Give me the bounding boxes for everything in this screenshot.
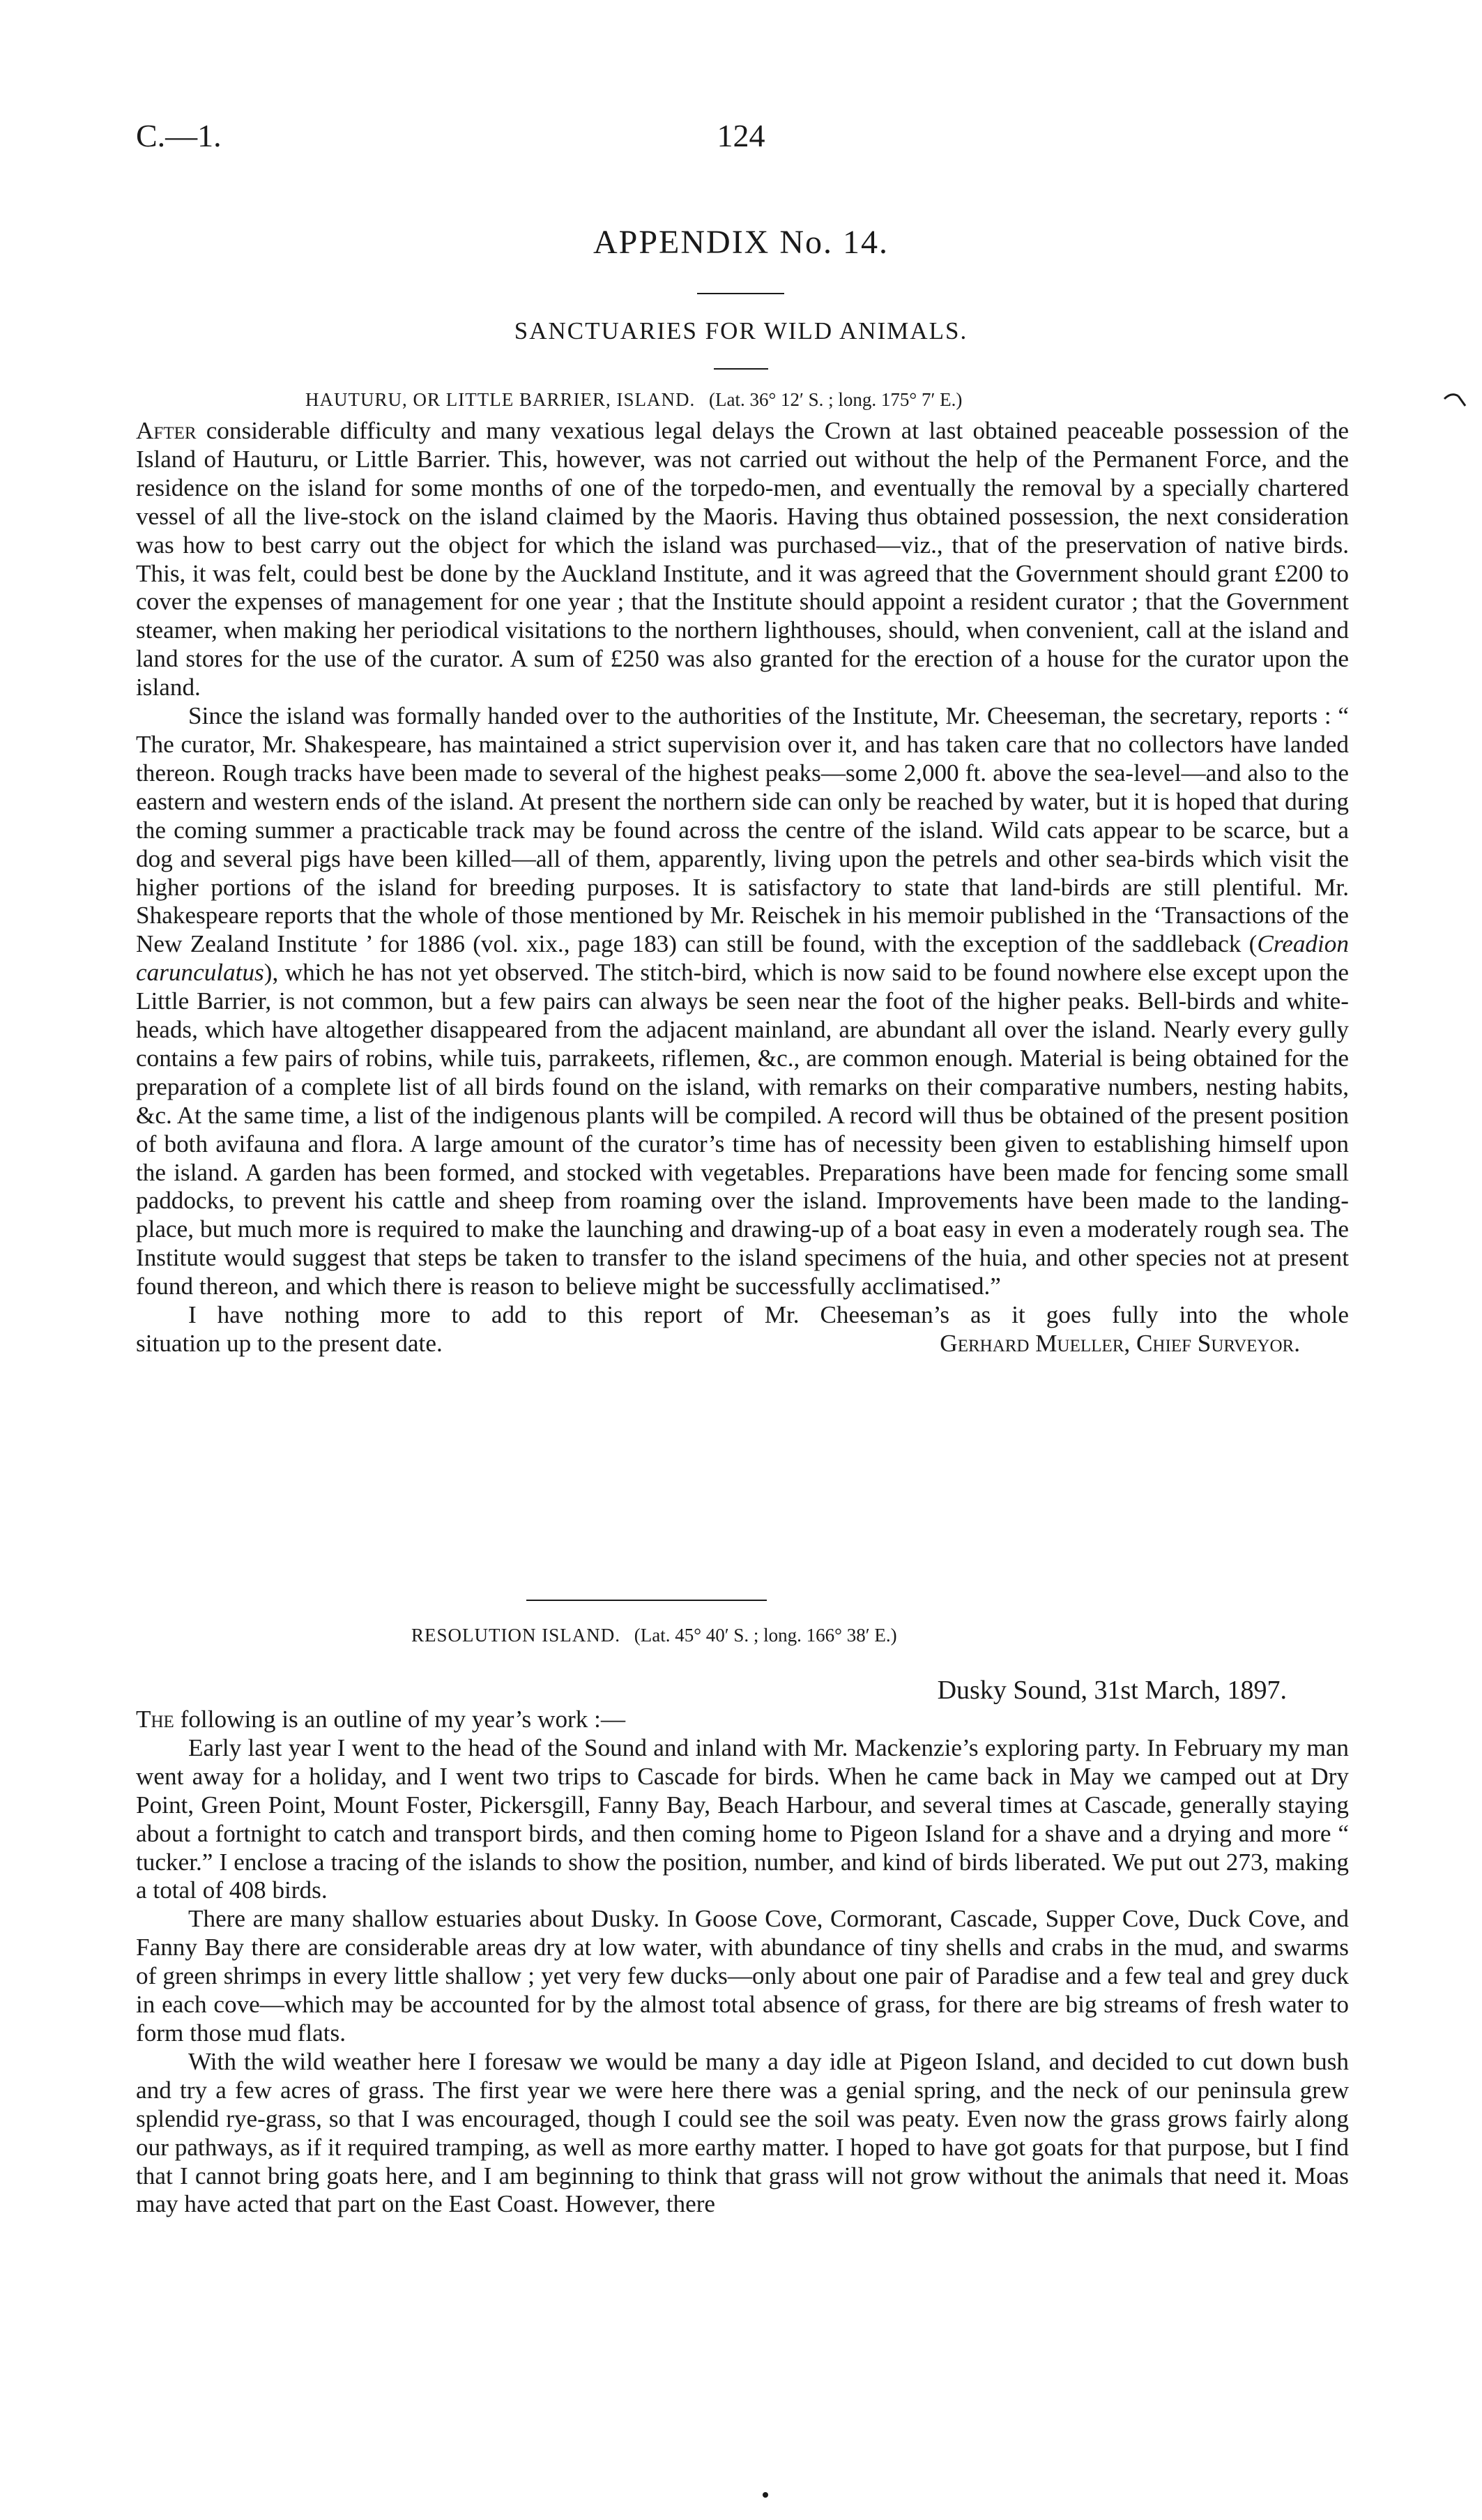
main-title: SANCTUARIES FOR WILD ANIMALS. xyxy=(514,317,968,344)
paragraph xyxy=(136,702,1349,1301)
title-divider-top xyxy=(697,293,784,294)
section-coordinates: (Lat. 36° 12′ S. ; long. 175° 7′ E.) xyxy=(708,389,963,410)
species-name: Creadion carunculatus xyxy=(136,930,1349,987)
section-heading-text: HAUTURU, OR LITTLE BARRIER, ISLAND. xyxy=(305,389,696,410)
section-divider xyxy=(526,1600,767,1601)
paragraph-text: Since the island was formally handed over to the authorities of the Institute, Mr. Cheeseman, the secretary, reports : “ The curator, Mr. Shakespeare, has maintained a strict supervision over it, and has taken care that no collectors have landed thereon. Rough tracks have been made to several of the highest peaks—some 2,000 ft. above the sea-level—and also to the eastern and western ends of the island. At present the northern side can only be reached by water, but it is hoped that during the coming summer a practicable track may be found across the centre of the island. Wild cats appear to be scarce, but a dog and several pigs have been killed—all of them, apparently, living upon the petrels and other sea-birds which visit the higher portions of the island for breeding purposes. It is satisfactory to state that land-birds are still plentiful. Mr. Shakespeare reports that the whole of those mentioned by Mr. Reischek in his memoir published in the ‘Transactions of the New Zealand Institute ’ for 1886 (vol. xix., page 183) can still be found, with the exception of the saddleback ( xyxy=(136,702,1349,958)
signature-line xyxy=(136,1330,1349,1358)
signature: Gerhard Mueller, Chief Surveyor. xyxy=(940,1330,1300,1357)
appendix-title: APPENDIX No. 14. xyxy=(593,224,889,261)
page-number: 124 xyxy=(717,118,765,153)
section-heading-text: RESOLUTION ISLAND. xyxy=(411,1625,620,1646)
paragraph: Early last year I went to the head of the Sound and inland with Mr. Mackenzie’s exploring party. In February my man went away for a holiday, and I went two trips to Cascade for birds. When he came back in May we camped out at Dry Point, Green Point, Mount Foster, Pickersgill, Fanny Bay, Beach Harbour, and several times at Cascade, generally staying about a fortnight to catch and transport birds, and then coming home to Pigeon Island for a shave and a drying and more “ tucker.” I enclose a tracing of the islands to show the position, number, and kind of birds liberated. We put out 273, making a total of 408 birds. xyxy=(136,1733,1349,1904)
section-heading-resolution xyxy=(411,1625,897,1646)
paragraph xyxy=(136,417,1349,702)
section-heading-hauturu xyxy=(305,389,962,411)
margin-mark xyxy=(1443,390,1468,411)
dateline: Dusky Sound, 31st March, 1897. xyxy=(937,1676,1287,1705)
opening-word: After xyxy=(136,417,197,444)
bottom-dot xyxy=(763,2492,768,2498)
section-resolution-body xyxy=(136,1706,1349,2219)
document-code: C.—1. xyxy=(136,118,222,153)
paragraph: There are many shallow estuaries about Dusky. In Goose Cove, Cormorant, Cascade, Supper Cove, Duck Cove, and Fanny Bay there are considerable areas dry at low water, with abundance of tiny shells and crabs in the mud, and swarms of green shrimps in every little shallow ; yet very few ducks—only about one pair of Paradise and a few teal and grey duck in each cove—which may be accounted for by the almost total absence of grass, for there are big streams of fresh water to form those mud flats. xyxy=(136,1905,1349,2047)
paragraph xyxy=(136,1706,1349,1734)
paragraph-text: following is an outline of my year’s work :— xyxy=(174,1706,626,1733)
paragraph-text: situation up to the present date. xyxy=(136,1330,443,1357)
paragraph-text: considerable difficulty and many vexatious legal delays the Crown at last obtained peaceable possession of the Island of Hauturu, or Little Barrier. This, however, was not carried out without the help of the Permanent Force, and the residence on the island for some months of one of the torpedo-men, and eventually the removal by a specially chartered vessel of all the live-stock on the island claimed by the Maoris. Having thus obtained possession, the next consideration was how to best carry out the object for which the island was purchased—viz., that of the preservation of native birds. This, it was felt, could best be done by the Auckland Institute, and it was agreed that the Government should grant £200 to cover the expenses of management for one year ; that the Institute should appoint a resident curator ; that the Government steamer, when making her periodical visitations to the northern lighthouses, should, when convenient, call at the island and land stores for the use of the curator. A sum of £250 was also granted for the erection of a house for the curator upon the island. xyxy=(136,417,1349,701)
paragraph: I have nothing more to add to this report of Mr. Cheeseman’s as it goes fully into the whole xyxy=(188,1301,1349,1329)
section-hauturu-body xyxy=(136,417,1349,1358)
title-divider-bottom xyxy=(714,368,768,370)
paragraph: With the wild weather here I foresaw we would be many a day idle at Pigeon Island, and decided to cut down bush and try a few acres of grass. The first year we were here there was a genial spring, and the neck of our peninsula grew splendid rye-grass, so that I was encouraged, though I could see the soil was peaty. Even now the grass grows fairly along our pathways, as if it required tramping, as well as more earthy matter. I hoped to have got goats for that purpose, but I find that I cannot bring goats here, and I am beginning to think that grass will not grow without the animals that need it. Moas may have acted that part on the East Coast. However, there xyxy=(136,2047,1349,2218)
section-coordinates: (Lat. 45° 40′ S. ; long. 166° 38′ E.) xyxy=(634,1625,897,1646)
paragraph-text: ), which he has not yet observed. The stitch-bird, which is now said to be found nowhere else except upon the Little Barrier, is not common, but a few pairs can always be seen near the foot of the higher peaks. Bell-birds and white-heads, which have altogether disappeared from the adjacent mainland, are abundant all over the island. Nearly every gully contains a few pairs of robins, while tuis, parrakeets, riflemen, &c., are common enough. Material is being obtained for the preparation of a complete list of all birds found on the island, with remarks on their comparative numbers, nesting habits, &c. At the same time, a list of the indigenous plants will be compiled. A record will thus be obtained of the present position of both avifauna and flora. A large amount of the curator’s time has of necessity been given to establishing himself upon the island. A garden has been formed, and stocked with vegetables. Preparations have been made for fencing some small paddocks, to prevent his cattle and sheep from roaming over the island. Improvements have been made to the landing-place, but much more is required to make the launching and drawing-up of a boat easy in even a moderately rough sea. The Institute would suggest that steps be taken to transfer to the island specimens of the huia, and other species not at present found thereon, and which there is reason to believe might be successfully acclimatised.” xyxy=(136,959,1349,1300)
opening-word: The xyxy=(136,1706,174,1733)
